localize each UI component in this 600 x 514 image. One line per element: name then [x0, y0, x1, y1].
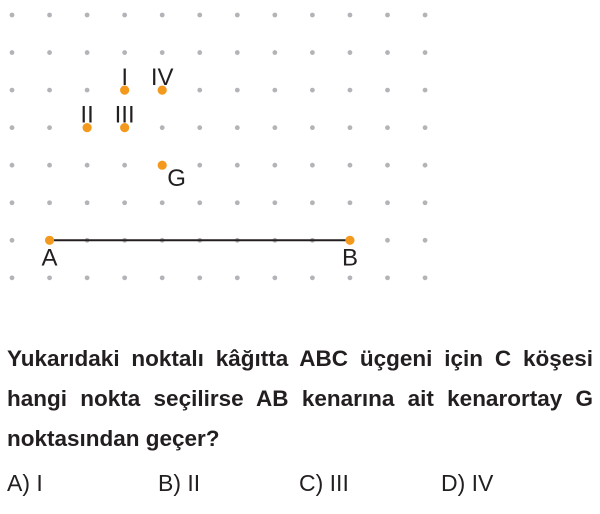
point-iii-label: III: [114, 101, 135, 129]
grid-dot: [47, 163, 52, 168]
grid-dot: [310, 13, 315, 18]
grid-dot: [423, 275, 428, 280]
grid-dot: [197, 88, 202, 93]
grid-dot: [47, 200, 52, 205]
grid-dot: [235, 163, 240, 168]
grid-dot: [385, 125, 390, 130]
grid-dot: [160, 275, 165, 280]
grid-dot: [85, 200, 90, 205]
grid-dot: [10, 88, 15, 93]
option-a[interactable]: A) I: [7, 470, 43, 496]
grid-dot: [423, 88, 428, 93]
grid-dot: [385, 50, 390, 55]
grid-dot: [47, 13, 52, 18]
grid-dot: [47, 125, 52, 130]
grid-dot: [310, 50, 315, 55]
grid-dot: [197, 50, 202, 55]
grid-dot: [10, 275, 15, 280]
grid-dot: [160, 200, 165, 205]
point-g-marker: [158, 161, 167, 170]
grid-dot: [197, 275, 202, 280]
grid-dot: [197, 200, 202, 205]
grid-dot: [235, 13, 240, 18]
grid-dot: [10, 50, 15, 55]
grid-dot: [122, 13, 127, 18]
grid-dot: [47, 88, 52, 93]
grid-dot: [197, 163, 202, 168]
grid-dot: [85, 163, 90, 168]
grid-dot: [272, 125, 277, 130]
grid-dot: [385, 275, 390, 280]
grid-dot: [423, 163, 428, 168]
grid-dot: [423, 125, 428, 130]
grid-dot: [85, 88, 90, 93]
grid-dot: [10, 125, 15, 130]
grid-dot: [122, 275, 127, 280]
grid-dot: [235, 88, 240, 93]
grid-dot: [385, 200, 390, 205]
grid-dot: [10, 200, 15, 205]
grid-dot: [235, 275, 240, 280]
grid-dot: [348, 88, 353, 93]
grid-dot: [385, 163, 390, 168]
grid-dot: [122, 200, 127, 205]
grid-dot: [423, 50, 428, 55]
option-d[interactable]: D) IV: [441, 470, 494, 496]
point-ii-label: II: [80, 101, 94, 129]
grid-dot: [160, 13, 165, 18]
grid-dot: [122, 163, 127, 168]
grid-dot: [423, 200, 428, 205]
grid-dot: [272, 275, 277, 280]
grid-dot: [385, 13, 390, 18]
grid-dot: [310, 125, 315, 130]
grid-dot: [235, 125, 240, 130]
point-i-label: I: [121, 64, 128, 92]
grid-dot: [272, 13, 277, 18]
grid-dot: [348, 163, 353, 168]
grid-dot: [310, 275, 315, 280]
option-c[interactable]: C) III: [299, 470, 349, 496]
grid-dot: [10, 238, 15, 243]
grid-dot: [235, 50, 240, 55]
grid-dot: [235, 200, 240, 205]
grid-dot: [10, 13, 15, 18]
grid-dot: [348, 13, 353, 18]
point-iv-label: IV: [150, 64, 174, 92]
grid-dot: [85, 275, 90, 280]
grid-dot: [272, 50, 277, 55]
answer-options: [7, 470, 593, 504]
option-b[interactable]: B) II: [158, 470, 201, 496]
point-g-label: G: [167, 165, 186, 193]
point-b-label: B: [341, 244, 358, 272]
point-a-label: A: [41, 244, 58, 272]
grid-dot: [423, 13, 428, 18]
grid-dot: [310, 88, 315, 93]
grid-dot: [310, 200, 315, 205]
grid-dot: [385, 88, 390, 93]
grid-dot: [197, 125, 202, 130]
grid-dot: [160, 50, 165, 55]
grid-dot: [348, 200, 353, 205]
grid-dot: [348, 125, 353, 130]
grid-dot: [310, 163, 315, 168]
grid-dot: [272, 200, 277, 205]
grid-dot: [272, 88, 277, 93]
grid-dot: [160, 125, 165, 130]
grid-dot: [197, 13, 202, 18]
grid-dot: [47, 275, 52, 280]
grid-dot: [122, 50, 127, 55]
grid-dot: [348, 50, 353, 55]
question-text: Yukarıdaki noktalı kâğıtta ABC üçgeni için C köşesi hangi nokta seçilirse AB kenarına ait kenarortay G noktasından geçer?: [7, 346, 593, 451]
grid-dot: [348, 275, 353, 280]
grid-dot: [85, 13, 90, 18]
grid-dot: [385, 238, 390, 243]
grid-dot: [423, 238, 428, 243]
grid-dot: [47, 50, 52, 55]
grid-dot: [10, 163, 15, 168]
grid-dot: [272, 163, 277, 168]
grid-dot: [85, 50, 90, 55]
